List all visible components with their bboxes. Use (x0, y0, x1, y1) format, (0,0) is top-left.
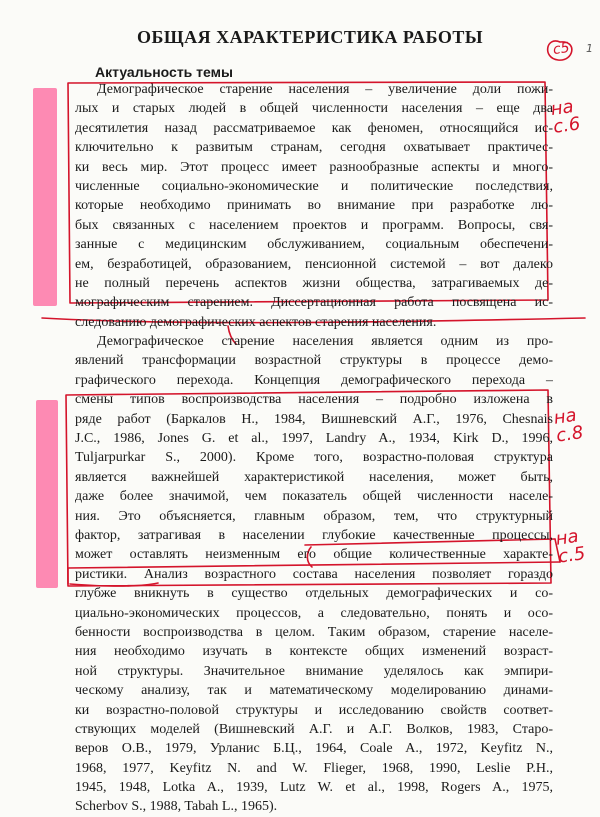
text-line: бых связанных с населением проектов и программ. Вопросы, свя- (75, 217, 553, 233)
text-line: даже более значимой, чем показатель общей численности населе- (75, 489, 553, 505)
text-line: Scherbov S., 1988, Tabah L., 1965). (75, 799, 278, 815)
text-line: которые необходимо принимать во внимание при разработке лю- (75, 198, 553, 214)
text-line: графического перехода. Концепция демографического перехода – (75, 372, 553, 388)
page-title: ОБЩАЯ ХАРАКТЕРИСТИКА РАБОТЫ (136, 27, 484, 47)
text-line: ки возрастно-половой структуры и исследованию свойств соответ- (75, 702, 553, 718)
text-line: Демографическое старение населения является одним из про- (97, 334, 553, 350)
bleed-through-text (130, 0, 550, 22)
text-line: ствующих моделей (Вишневский А.Г. и А.Г. Волков, 1983, Старо- (75, 721, 553, 737)
text-line: может оставлять неизменным его общие количественные характе- (75, 547, 553, 563)
text-line: ки весь мир. Этот процесс имеет разнообразные аспекты и много- (75, 159, 553, 175)
margin-note: на с.5 (554, 525, 587, 568)
highlight-marker (33, 88, 57, 306)
text-line: Демографическое старение населения – увеличение доли пожи- (97, 82, 553, 97)
text-line: ния необходимо изучать в контексте общих изменений возраст- (75, 644, 553, 660)
text-line: ной структуры. Значительное внимание уделялось как эмпири- (75, 663, 553, 679)
text-line: занные с медицинским обслуживанием, социальным обеспечени- (75, 237, 553, 253)
text-line: J.C., 1986, Jones G. et al., 1997, Landry A., 1934, Kirk D., 1996, (75, 431, 553, 447)
text-line: веров О.В., 1979, Урланис Б.Ц., 1964, Coale A., 1972, Keyfitz N., (75, 741, 553, 757)
text-line: следованию демографических аспектов старения населения. (75, 314, 437, 330)
margin-note: на с.8 (552, 404, 585, 447)
text-line: ряде работ (Баркалов Н., 1984, Вишневский А.Г., 1976, Chesnais (75, 411, 553, 427)
text-line: численные социально-экономические и политические последствия, (75, 178, 553, 194)
margin-note: на с.6 (549, 96, 582, 138)
text-line: глубже вникнуть в существо отдельных демографических и со- (75, 586, 553, 602)
text-line: не полный перечень аспектов жизни общества, затрагиваемых де- (75, 275, 553, 291)
body-text (75, 80, 553, 817)
section-heading: Актуальность темы (95, 64, 233, 80)
text-line: мографическим старением. Диссертационная работа посвящена ис- (75, 295, 553, 311)
text-line: циально-экономических процессов, а следовательно, понять и осо- (75, 605, 553, 621)
margin-note-page-marker: c5 (551, 39, 571, 59)
text-line: смены типов воспроизводства населения – подробно изложена в (75, 392, 553, 408)
text-line: лых и старых людей в общей численности населения – еще два (75, 101, 553, 117)
text-line: 1945, 1948, Lotka A., 1939, Lutz W. et al., 1998, Rogers A., 1975, (75, 780, 553, 796)
text-line: Tuljarpurkar S., 2000). Кроме того, возрастно-половая структура (75, 450, 553, 466)
text-line: явлений трансформации возрастной структуры в процессе демо- (75, 353, 553, 369)
text-line: бенности воспроизводства в целом. Таким образом, старение населе- (75, 624, 553, 640)
page-number: 1 (586, 42, 593, 55)
highlight-marker (36, 400, 58, 588)
text-line: фактор, затрагивая в населении глубокие качественные процессы, (75, 527, 553, 543)
text-line: ключительно к развитым странам, сегодня охватывает практичес- (75, 140, 553, 156)
text-line: ем, безработицей, образованием, пенсионной системой – вот далеко (75, 256, 553, 272)
text-line: ческому анализу, так и математическому моделированию динами- (75, 683, 553, 699)
text-line: является важнейшей характеристикой населения, может быть, (75, 469, 553, 485)
text-line: ристики. Анализ возрастного состава населения позволяет горaздо (75, 566, 553, 582)
text-line: десятилетия назад рассматриваемое как феномен, относящийся ис- (75, 120, 553, 136)
text-line: 1968, 1977, Keyfitz N. and W. Flieger, 1968, 1990, Leslie P.H., (75, 760, 553, 776)
text-line: ния. Это объясняется, главным образом, тем, что структурный (75, 508, 553, 524)
